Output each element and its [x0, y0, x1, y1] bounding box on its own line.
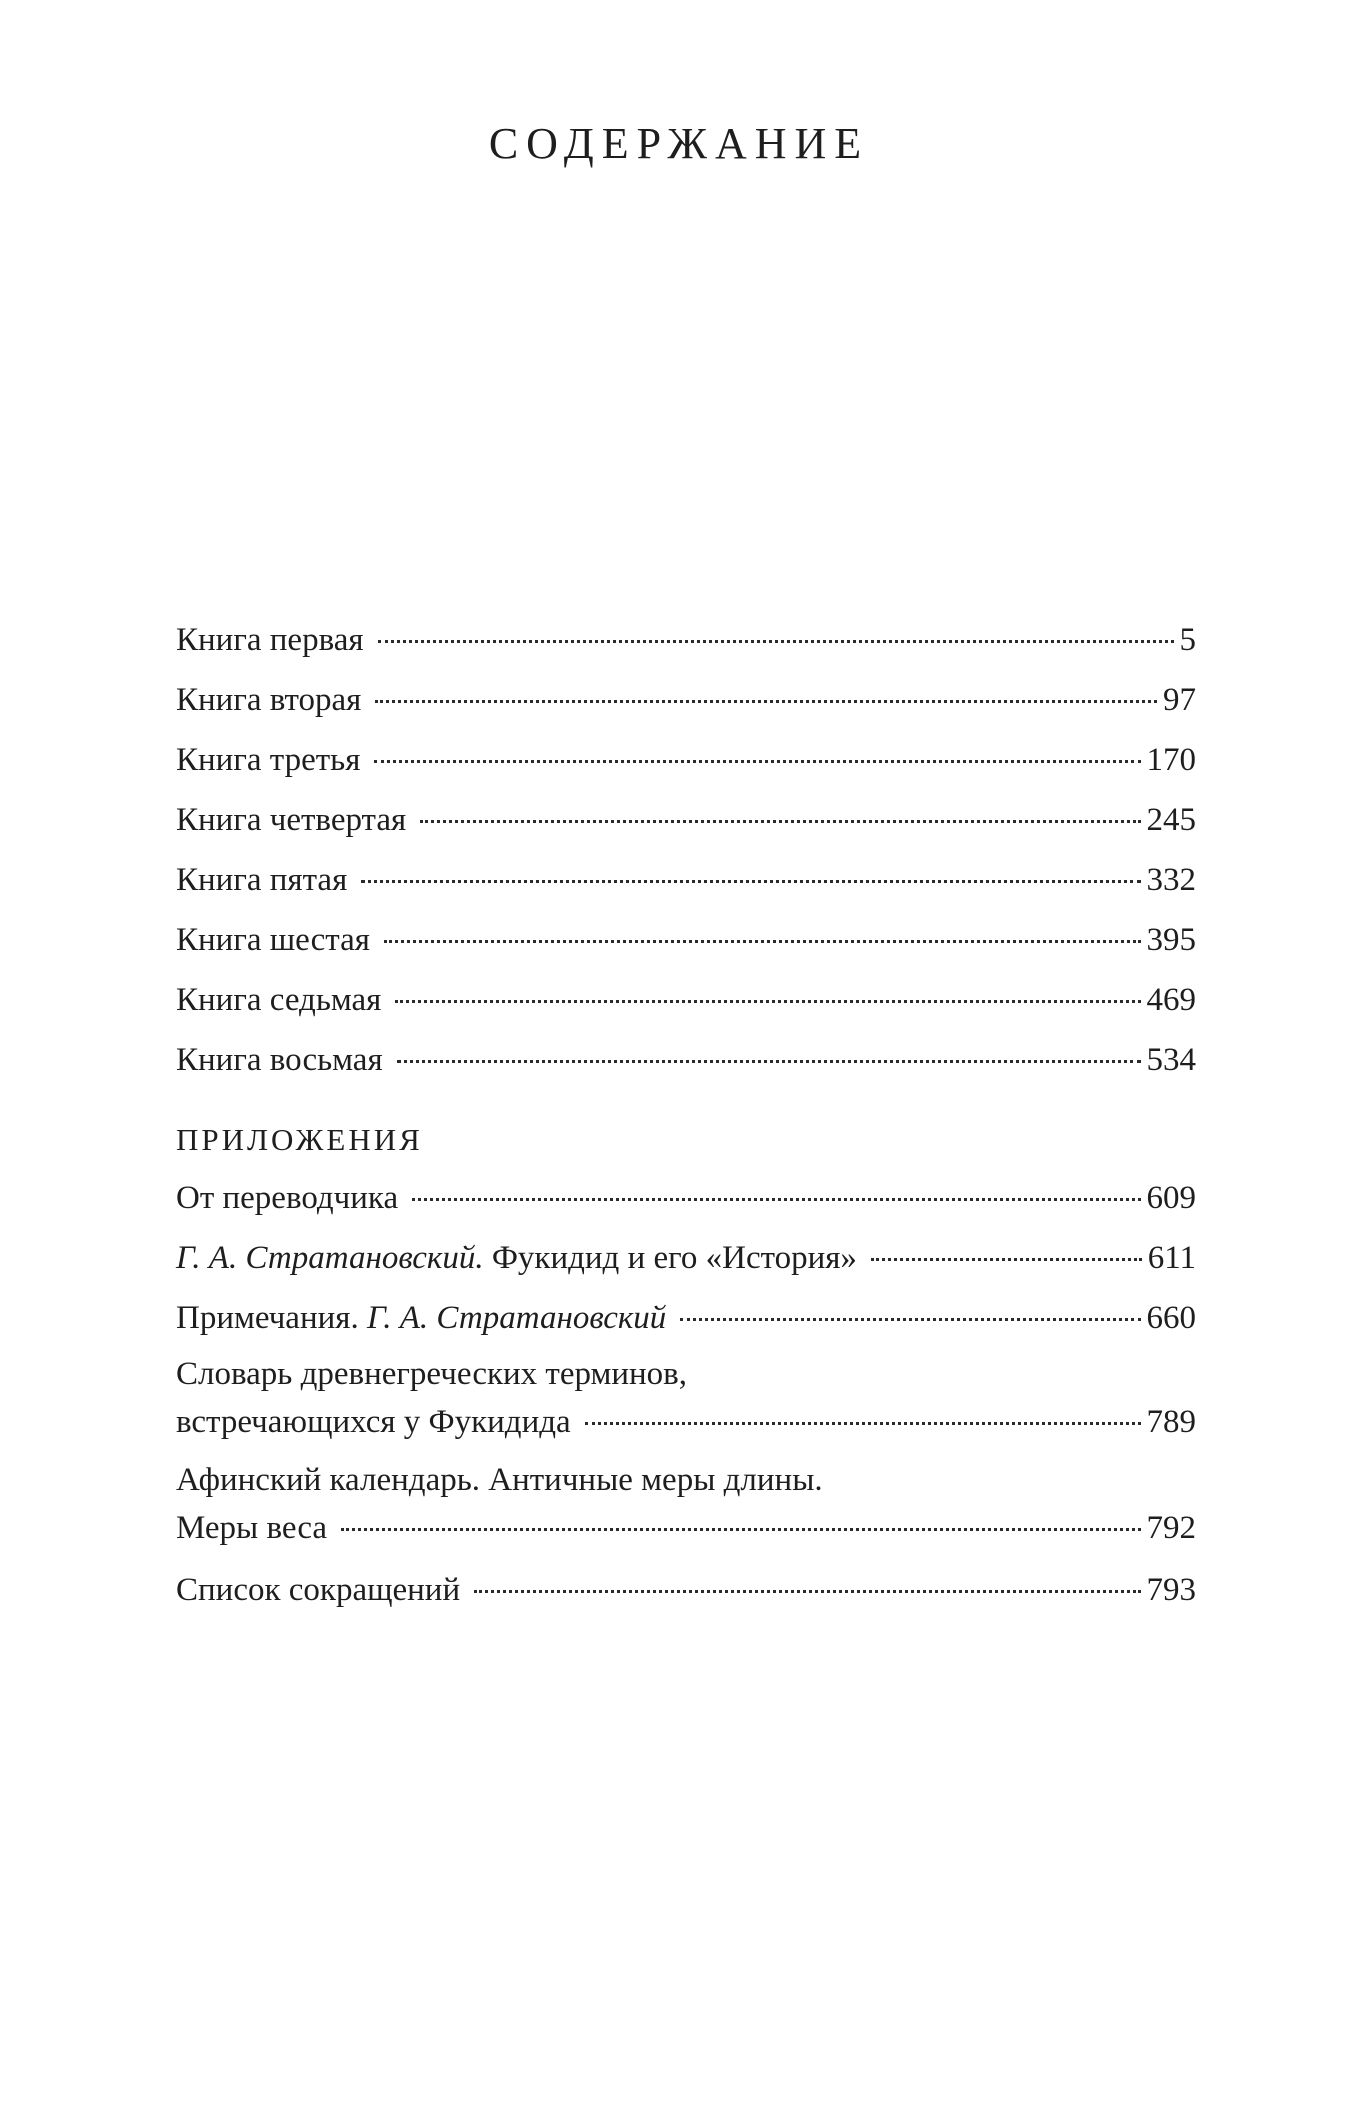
toc-entry-title: Список сокращений — [176, 1572, 461, 1608]
toc-entry-essay[interactable] — [176, 1228, 1196, 1288]
toc-entry-title: Книга вторая — [176, 682, 362, 718]
dot-leader — [680, 1318, 1140, 1321]
dot-leader — [412, 1198, 1140, 1201]
toc-entry-title: Книга восьмая — [176, 1042, 383, 1078]
dot-leader — [378, 640, 1174, 643]
toc-entry-book-1[interactable] — [176, 610, 1196, 670]
dot-leader — [341, 1528, 1140, 1531]
toc-entry-author: Г. А. Стратановский — [366, 1300, 667, 1336]
toc-entry-title-line-2: Меры веса — [176, 1510, 328, 1546]
toc-entry-author: Г. А. Стратановский. — [176, 1240, 484, 1276]
toc-entry-title-text: Примечания. — [176, 1300, 367, 1336]
table-of-contents — [176, 610, 1196, 1620]
toc-entry-book-5[interactable] — [176, 850, 1196, 910]
toc-entry-page: 170 — [1146, 742, 1196, 778]
toc-entry-title: От переводчика — [176, 1180, 399, 1216]
toc-entry-book-3[interactable] — [176, 730, 1196, 790]
toc-entry-page: 5 — [1179, 622, 1196, 658]
toc-entry-title: Книга шестая — [176, 922, 370, 958]
toc-entry-page: 793 — [1146, 1572, 1196, 1608]
toc-entry-title: Книга третья — [176, 742, 361, 778]
toc-entry-title: Книга седьмая — [176, 982, 382, 1018]
toc-entry-translator[interactable] — [176, 1168, 1196, 1228]
toc-entry-page: 245 — [1146, 802, 1196, 838]
appendix-heading: ПРИЛОЖЕНИЯ — [176, 1122, 423, 1157]
toc-entry-book-6[interactable] — [176, 910, 1196, 970]
toc-entry-page: 792 — [1146, 1510, 1196, 1546]
toc-entry-page: 611 — [1147, 1240, 1196, 1276]
toc-entry-calendar[interactable] — [176, 1458, 1196, 1560]
toc-entry-page: 609 — [1146, 1180, 1196, 1216]
toc-entry-abbreviations[interactable] — [176, 1560, 1196, 1620]
dot-leader — [395, 1000, 1140, 1003]
dot-leader — [420, 820, 1140, 823]
dot-leader — [585, 1422, 1141, 1425]
toc-entry-page: 660 — [1146, 1300, 1196, 1336]
toc-entry-title: Книга пятая — [176, 862, 348, 898]
toc-entry-title — [176, 1228, 857, 1288]
dot-leader — [474, 1590, 1140, 1593]
dot-leader — [375, 700, 1157, 703]
dot-leader — [361, 880, 1140, 883]
dot-leader — [871, 1258, 1142, 1261]
toc-entry-title-line-1: Афинский календарь. Античные меры длины. — [176, 1462, 823, 1498]
dot-leader — [397, 1060, 1141, 1063]
toc-entry-page: 534 — [1146, 1042, 1196, 1078]
page-title: СОДЕРЖАНИЕ — [488, 119, 870, 168]
toc-entry-book-2[interactable] — [176, 670, 1196, 730]
toc-entry-page: 97 — [1163, 682, 1196, 718]
toc-entry-page: 469 — [1146, 982, 1196, 1018]
toc-entry-page: 789 — [1146, 1404, 1196, 1440]
toc-entry-title-text: Фукидид и его «История» — [483, 1240, 857, 1276]
toc-entry-title: Книга первая — [176, 622, 364, 658]
dot-leader — [374, 760, 1140, 763]
toc-entry-book-7[interactable] — [176, 970, 1196, 1030]
toc-entry-page: 395 — [1146, 922, 1196, 958]
toc-entry-book-4[interactable] — [176, 790, 1196, 850]
toc-entry-title-line-1: Словарь древнегреческих терминов, — [176, 1356, 688, 1392]
toc-entry-glossary[interactable] — [176, 1352, 1196, 1454]
toc-entry-title-line-2: встречающихся у Фукидида — [176, 1404, 571, 1440]
toc-entry-notes[interactable] — [176, 1288, 1196, 1348]
toc-entry-page: 332 — [1146, 862, 1196, 898]
toc-entry-title: Книга четвертая — [176, 802, 407, 838]
dot-leader — [384, 940, 1141, 943]
toc-entry-title — [176, 1288, 666, 1348]
toc-entry-book-8[interactable] — [176, 1030, 1196, 1090]
